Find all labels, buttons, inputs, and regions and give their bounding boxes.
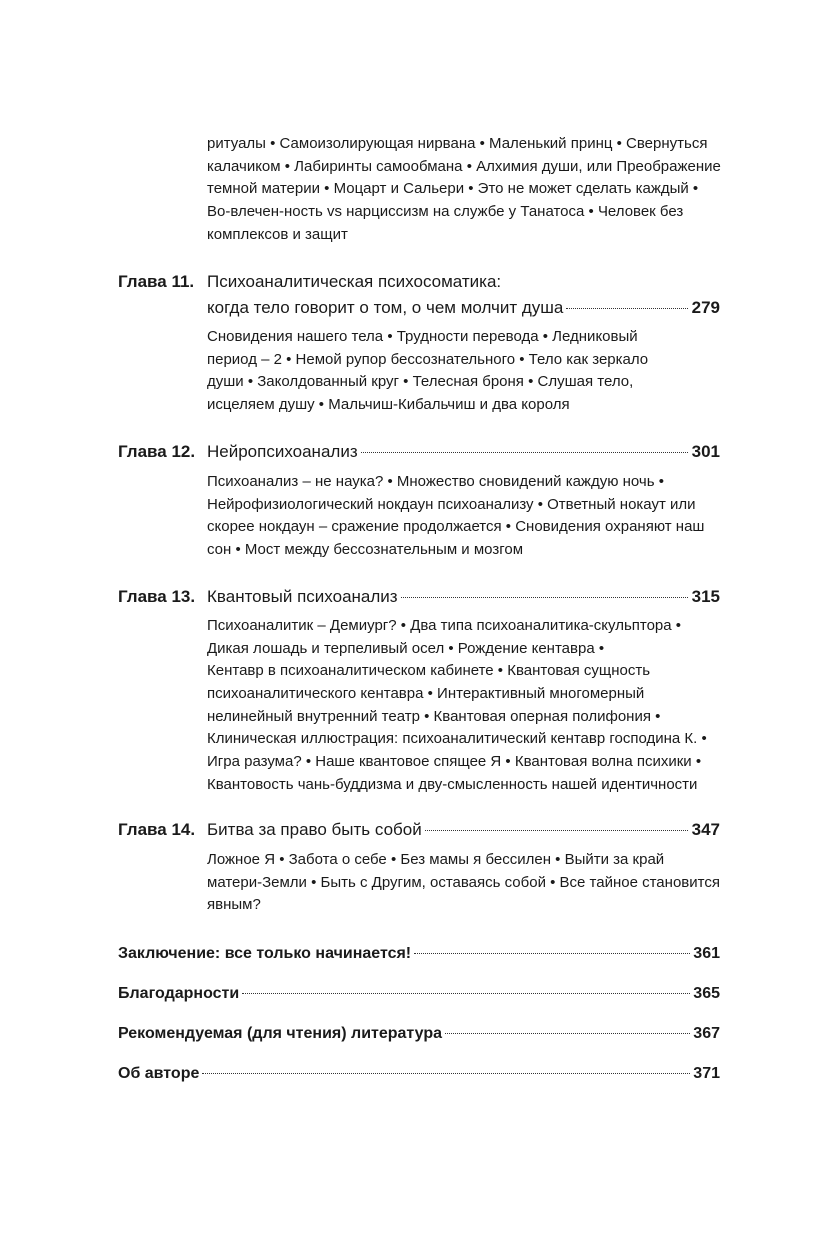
page-number: 279 — [691, 298, 720, 317]
topic-line: Во-влечен-ность vs нарциссизм на службе у Танатоса • Человек без — [207, 203, 684, 221]
topic-line: Дикая лошадь и терпеливый осел • Рождение кентавра • — [207, 639, 605, 657]
topic-line: Квантовость чань-буддизма и дву-смысленность нашей идентичности — [207, 775, 698, 793]
page-number: 367 — [693, 1025, 720, 1042]
topic-line: души • Заколдованный круг • Телесная броня • Слушая тело, — [207, 373, 634, 391]
section-title: Рекомендуемая (для чтения) литература — [118, 1025, 443, 1042]
acknowledgements-entry[interactable] — [118, 985, 720, 1011]
page-number: 365 — [693, 985, 720, 1002]
chapter-13-entry[interactable] — [118, 587, 720, 613]
topic-line: матери-Земли • Быть с Другим, оставаясь собой • Все тайное становится — [207, 873, 720, 891]
chapter-label: Глава 13. — [118, 587, 196, 606]
chapter-12-topics — [207, 471, 727, 562]
dot-leader — [445, 1033, 690, 1034]
section-title: Заключение: все только начинается! — [118, 945, 412, 962]
chapter-title-line1: Психоаналитическая психосоматика: — [207, 272, 502, 291]
about-author-entry[interactable] — [118, 1065, 720, 1091]
chapter-12-entry[interactable] — [118, 442, 720, 468]
topic-line: Сновидения нашего тела • Трудности перевода • Ледниковый — [207, 328, 638, 345]
chapter-11-heading-line1 — [118, 272, 720, 298]
chapter-label: Глава 14. — [118, 820, 196, 839]
topic-line: Ложное Я • Забота о себе • Без мамы я бессилен • Выйти за край — [207, 851, 665, 868]
topic-line: темной материи • Моцарт и Сальери • Это не может сделать каждый • — [207, 180, 699, 198]
topic-line: комплексов и защит — [207, 225, 348, 243]
topic-line: исцеляем душу • Мальчиш-Кибальчиш и два короля — [207, 396, 570, 414]
chapter-14-entry[interactable] — [118, 820, 720, 846]
chapter-label: Глава 12. — [118, 442, 196, 461]
topic-line: Нейрофизиологический нокдаун психоанализу • Ответный нокаут или — [207, 495, 696, 513]
topic-line: Психоанализ – не наука? • Множество сновидений каждую ночь • — [207, 473, 664, 490]
conclusion-entry[interactable] — [118, 945, 720, 971]
dot-leader — [566, 308, 687, 309]
page-number: 361 — [693, 945, 720, 962]
topic-line: период – 2 • Немой рупор бессознательного • Тело как зеркало — [207, 350, 649, 368]
chapter-13-topics — [207, 615, 727, 797]
topic-line: ритуалы • Самоизолирующая нирвана • Маленький принц • Свернуться — [207, 135, 708, 152]
chapter-11-entry[interactable] — [207, 298, 720, 324]
topic-line: явным? — [207, 896, 261, 914]
chapter-14-topics — [207, 849, 727, 917]
dot-leader — [401, 597, 688, 598]
topic-line: Психоаналитик – Демиург? • Два типа психоаналитика-скульптора • — [207, 617, 682, 634]
topic-line: скорее нокдаун – сражение продолжается • Сновидения охраняют наш — [207, 518, 705, 536]
section-title: Благодарности — [118, 985, 240, 1002]
dot-leader — [242, 993, 690, 994]
chapter-title: Битва за право быть собой — [207, 820, 422, 839]
chapter-title: Нейропсихоанализ — [207, 442, 358, 461]
section-title: Об авторе — [118, 1065, 200, 1082]
dot-leader — [425, 830, 688, 831]
chapter-title: когда тело говорит о том, о чем молчит душа — [207, 298, 564, 317]
chapter-11-topics — [207, 326, 727, 417]
page-number: 347 — [691, 820, 720, 839]
page-number: 371 — [693, 1065, 720, 1082]
dot-leader — [361, 452, 688, 453]
topic-line: сон • Мост между бессознательным и мозгом — [207, 541, 524, 559]
dot-leader — [202, 1073, 690, 1074]
topic-line: Игра разума? • Наше квантовое спящее Я • Квантовая волна психики • — [207, 753, 702, 771]
recommended-literature-entry[interactable] — [118, 1025, 720, 1051]
chapter-label: Глава 11. — [118, 272, 195, 291]
dot-leader — [414, 953, 690, 954]
topic-line: нелинейный внутренний театр • Квантовая оперная полифония • — [207, 707, 661, 725]
topic-line: Клиническая иллюстрация: психоаналитический кентавр господина К. • — [207, 730, 707, 748]
page-number: 301 — [691, 442, 720, 461]
page-number: 315 — [691, 587, 720, 606]
chapter-title: Квантовый психоанализ — [207, 587, 398, 606]
topic-line: Кентавр в психоаналитическом кабинете • Квантовая сущность — [207, 662, 651, 680]
topic-line: калачиком • Лабиринты самообмана • Алхимия души, или Преображение — [207, 157, 721, 175]
intro-topics — [207, 133, 727, 246]
topic-line: психоаналитического кентавра • Интерактивный многомерный — [207, 685, 645, 703]
